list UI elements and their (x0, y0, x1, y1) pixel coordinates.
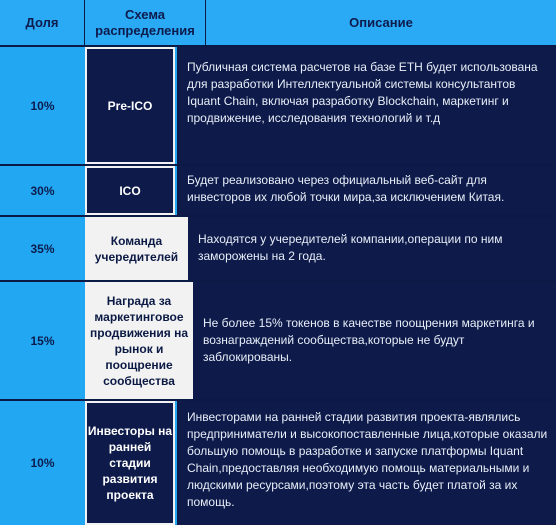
share-cell: 30% (30, 183, 55, 198)
table-row (0, 217, 556, 280)
scheme-cell (85, 166, 175, 215)
table-row (0, 47, 556, 164)
description-cell (177, 401, 556, 525)
scheme-label: Команда учередителей (89, 221, 184, 276)
scheme-cell (85, 282, 193, 399)
scheme-cell (85, 47, 175, 164)
scheme-label: Награда за маркетинговое продвижения на рынок и поощрение сообщества (89, 286, 189, 395)
table-row (0, 166, 556, 215)
table-row (0, 401, 556, 525)
table-row (0, 282, 556, 399)
scheme-cell (85, 217, 188, 280)
share-cell: 15% (30, 333, 55, 348)
description-text: Будет реализовано через официальный веб-сайт для инвесторов их любой точки мира,за исключением Китая. (187, 173, 505, 204)
description-cell (188, 217, 556, 280)
share-cell: 10% (30, 456, 55, 470)
scheme-label: Pre-ICO (87, 49, 173, 162)
scheme-label: ICO (87, 168, 173, 213)
description-text: Публичная система расчетов на базе ETH будет использована для разработки Интеллектуальной системы консультантов Iquant Chain, включая разработку Blockchain, маркетинг и продвижение, исследования технологий и т.д (187, 60, 538, 125)
description-cell (193, 282, 556, 399)
description-text: Инвесторами на ранней стадии развития проекта-являлись предприниматели и высокопоставленные лица,которые оказали большую помощь в разработке и запуске платформы Iquant Chain,предоставляя необходимую помощь материальными и людскими ресурсами,поэтому эта часть будет платой за их помощь. (187, 410, 548, 509)
scheme-cell (85, 401, 175, 525)
share-cell: 35% (30, 241, 55, 256)
header-scheme: Схема распределения (85, 0, 205, 45)
description-text: Находятся у учередителей компании,операции по ним заморожены на 2 года. (198, 232, 503, 263)
header-share: Доля (0, 0, 84, 45)
description-cell (177, 47, 556, 164)
description-cell (177, 166, 556, 215)
description-text: Не более 15% токенов в качестве поощрения маркетинга и вознаграждений сообщества,которые не будут заблокированы. (203, 316, 535, 364)
scheme-label: Инвесторы на ранней стадии развития проекта (87, 403, 173, 523)
header-description: Описание (206, 0, 556, 45)
share-cell: 10% (30, 98, 55, 113)
